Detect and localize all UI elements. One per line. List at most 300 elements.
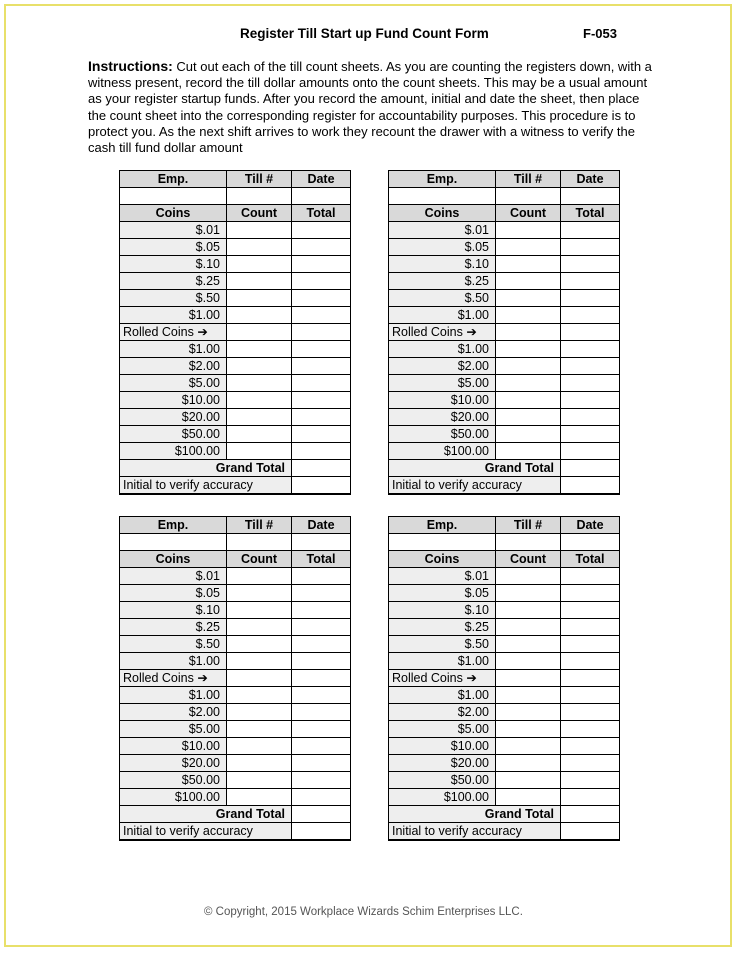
total-field[interactable]: [292, 392, 351, 409]
total-field[interactable]: [292, 324, 351, 341]
bill-row: [389, 789, 620, 806]
rolled-coins-label: Rolled Coins ➔: [120, 324, 227, 341]
denomination-label: $.01: [120, 568, 227, 585]
count-header: Count: [227, 205, 292, 222]
count-field[interactable]: [496, 256, 561, 273]
count-header: Count: [227, 551, 292, 568]
entry-row: [120, 534, 351, 551]
count-field[interactable]: [227, 307, 292, 324]
emp-header: Emp.: [389, 171, 496, 188]
bill-row: [389, 426, 620, 443]
count-field[interactable]: [227, 341, 292, 358]
coin-row: [120, 256, 351, 273]
coin-row: [120, 290, 351, 307]
total-field[interactable]: [561, 273, 620, 290]
coin-row: [120, 619, 351, 636]
denomination-label: $10.00: [120, 392, 227, 409]
count-field[interactable]: [496, 772, 561, 789]
total-field[interactable]: [292, 721, 351, 738]
count-field[interactable]: [227, 392, 292, 409]
column-header-row: [120, 551, 351, 568]
coins-header: Coins: [120, 551, 227, 568]
bill-row: [120, 687, 351, 704]
grand-total-field[interactable]: [561, 460, 620, 477]
till-count-sheet-1: [119, 170, 351, 495]
initial-row: [120, 823, 351, 841]
total-field[interactable]: [561, 636, 620, 653]
denomination-label: $.25: [389, 619, 496, 636]
header-row: [120, 517, 351, 534]
grand-total-field[interactable]: [561, 806, 620, 823]
grand-total-label: Grand Total: [120, 460, 292, 477]
date-header: Date: [561, 517, 620, 534]
coin-row: [389, 602, 620, 619]
initial-field[interactable]: [292, 823, 351, 841]
entry-row: [120, 188, 351, 205]
total-field[interactable]: [561, 290, 620, 307]
total-field[interactable]: [561, 426, 620, 443]
emp-field[interactable]: [120, 188, 227, 205]
total-field[interactable]: [561, 653, 620, 670]
bill-row: [120, 443, 351, 460]
count-field[interactable]: [496, 392, 561, 409]
total-field[interactable]: [292, 789, 351, 806]
coin-row: [120, 653, 351, 670]
count-field[interactable]: [227, 721, 292, 738]
count-field[interactable]: [496, 619, 561, 636]
grand-total-field[interactable]: [292, 460, 351, 477]
bill-row: [120, 392, 351, 409]
bill-row: [120, 721, 351, 738]
denomination-label: $.01: [120, 222, 227, 239]
initial-row: [389, 823, 620, 841]
coin-row: [120, 222, 351, 239]
coin-row: [389, 307, 620, 324]
count-field[interactable]: [227, 670, 292, 687]
column-header-row: [120, 205, 351, 222]
bill-row: [389, 721, 620, 738]
rolled-coins-row: [120, 324, 351, 341]
denomination-label: $50.00: [120, 772, 227, 789]
denomination-label: $1.00: [389, 653, 496, 670]
till-header: Till #: [227, 517, 292, 534]
date-header: Date: [292, 517, 351, 534]
count-field[interactable]: [227, 704, 292, 721]
total-field[interactable]: [561, 585, 620, 602]
rolled-coins-label: Rolled Coins ➔: [389, 324, 496, 341]
date-header: Date: [561, 171, 620, 188]
denomination-label: $1.00: [120, 307, 227, 324]
bill-row: [389, 755, 620, 772]
count-field[interactable]: [227, 687, 292, 704]
bill-row: [389, 738, 620, 755]
bill-row: [120, 704, 351, 721]
grand-total-row: [120, 806, 351, 823]
denomination-label: $10.00: [120, 738, 227, 755]
count-field[interactable]: [496, 789, 561, 806]
denomination-label: $.10: [120, 256, 227, 273]
bill-row: [389, 375, 620, 392]
coin-row: [389, 273, 620, 290]
count-field[interactable]: [227, 290, 292, 307]
count-field[interactable]: [496, 585, 561, 602]
form-id: F-053: [583, 26, 617, 41]
rolled-coins-label: Rolled Coins ➔: [389, 670, 496, 687]
coins-header: Coins: [389, 551, 496, 568]
total-field[interactable]: [561, 392, 620, 409]
total-field[interactable]: [561, 341, 620, 358]
till-count-sheet-3: [119, 516, 351, 841]
denomination-label: $1.00: [120, 687, 227, 704]
bill-row: [120, 789, 351, 806]
initial-field[interactable]: [292, 477, 351, 495]
bill-row: [120, 358, 351, 375]
initial-field[interactable]: [561, 477, 620, 495]
denomination-label: $20.00: [389, 409, 496, 426]
total-field[interactable]: [292, 602, 351, 619]
count-field[interactable]: [496, 375, 561, 392]
emp-field[interactable]: [120, 534, 227, 551]
bill-row: [120, 772, 351, 789]
coin-row: [389, 239, 620, 256]
denomination-label: $50.00: [120, 426, 227, 443]
coin-row: [120, 636, 351, 653]
initial-label: Initial to verify accuracy: [389, 823, 561, 841]
total-field[interactable]: [561, 687, 620, 704]
grand-total-row: [389, 806, 620, 823]
denomination-label: $.05: [389, 239, 496, 256]
grand-total-field[interactable]: [292, 806, 351, 823]
column-header-row: [389, 551, 620, 568]
emp-header: Emp.: [120, 517, 227, 534]
denomination-label: $10.00: [389, 738, 496, 755]
grand-total-label: Grand Total: [120, 806, 292, 823]
count-field[interactable]: [227, 273, 292, 290]
count-field[interactable]: [227, 772, 292, 789]
bill-row: [120, 409, 351, 426]
bill-row: [120, 738, 351, 755]
initial-row: [120, 477, 351, 495]
count-field[interactable]: [227, 653, 292, 670]
date-field[interactable]: [292, 188, 351, 205]
denomination-label: $50.00: [389, 426, 496, 443]
count-field[interactable]: [496, 358, 561, 375]
date-field[interactable]: [561, 534, 620, 551]
total-field[interactable]: [292, 341, 351, 358]
count-field[interactable]: [496, 670, 561, 687]
total-field[interactable]: [292, 687, 351, 704]
count-field[interactable]: [227, 636, 292, 653]
total-field[interactable]: [561, 324, 620, 341]
page-title: Register Till Start up Fund Count Form: [240, 26, 489, 41]
rolled-coins-row: [389, 670, 620, 687]
total-header: Total: [561, 551, 620, 568]
grand-total-row: [389, 460, 620, 477]
denomination-label: $1.00: [120, 341, 227, 358]
count-field[interactable]: [496, 273, 561, 290]
denomination-label: $20.00: [120, 409, 227, 426]
till-header: Till #: [227, 171, 292, 188]
coin-row: [389, 619, 620, 636]
till-field[interactable]: [227, 188, 292, 205]
coins-header: Coins: [120, 205, 227, 222]
total-field[interactable]: [292, 409, 351, 426]
count-field[interactable]: [496, 290, 561, 307]
date-field[interactable]: [292, 534, 351, 551]
count-field[interactable]: [496, 324, 561, 341]
count-field[interactable]: [496, 721, 561, 738]
count-field[interactable]: [496, 443, 561, 460]
total-field[interactable]: [292, 585, 351, 602]
till-count-sheet-2: [388, 170, 620, 495]
count-field[interactable]: [227, 375, 292, 392]
rolled-coins-row: [389, 324, 620, 341]
total-header: Total: [292, 205, 351, 222]
total-field[interactable]: [561, 704, 620, 721]
total-field[interactable]: [292, 704, 351, 721]
denomination-label: $.25: [120, 273, 227, 290]
count-field[interactable]: [496, 636, 561, 653]
coin-row: [120, 273, 351, 290]
denomination-label: $.50: [120, 290, 227, 307]
rolled-coins-label: Rolled Coins ➔: [120, 670, 227, 687]
total-field[interactable]: [292, 738, 351, 755]
grand-total-row: [120, 460, 351, 477]
coin-row: [389, 290, 620, 307]
denomination-label: $.10: [120, 602, 227, 619]
count-field[interactable]: [496, 341, 561, 358]
total-field[interactable]: [561, 307, 620, 324]
denomination-label: $100.00: [120, 789, 227, 806]
denomination-label: $2.00: [389, 704, 496, 721]
count-field[interactable]: [496, 239, 561, 256]
count-field[interactable]: [227, 568, 292, 585]
denomination-label: $100.00: [389, 789, 496, 806]
till-field[interactable]: [496, 534, 561, 551]
bill-row: [389, 409, 620, 426]
bill-row: [389, 443, 620, 460]
bill-row: [389, 687, 620, 704]
coin-row: [120, 585, 351, 602]
total-field[interactable]: [292, 755, 351, 772]
initial-label: Initial to verify accuracy: [389, 477, 561, 495]
count-field[interactable]: [227, 239, 292, 256]
count-field[interactable]: [496, 653, 561, 670]
count-field[interactable]: [227, 256, 292, 273]
total-field[interactable]: [561, 738, 620, 755]
coin-row: [120, 568, 351, 585]
coin-row: [389, 585, 620, 602]
total-field[interactable]: [561, 670, 620, 687]
count-field[interactable]: [227, 426, 292, 443]
total-field[interactable]: [292, 256, 351, 273]
header-row: [389, 171, 620, 188]
denomination-label: $100.00: [120, 443, 227, 460]
denomination-label: $10.00: [389, 392, 496, 409]
count-field[interactable]: [227, 738, 292, 755]
emp-field[interactable]: [389, 534, 496, 551]
total-header: Total: [561, 205, 620, 222]
rolled-coins-row: [120, 670, 351, 687]
denomination-label: $2.00: [120, 704, 227, 721]
denomination-label: $5.00: [120, 721, 227, 738]
emp-field[interactable]: [389, 188, 496, 205]
denomination-label: $1.00: [120, 653, 227, 670]
denomination-label: $.10: [389, 602, 496, 619]
total-field[interactable]: [561, 256, 620, 273]
coins-header: Coins: [389, 205, 496, 222]
bill-row: [120, 426, 351, 443]
till-field[interactable]: [496, 188, 561, 205]
total-field[interactable]: [561, 222, 620, 239]
total-field[interactable]: [561, 375, 620, 392]
total-header: Total: [292, 551, 351, 568]
bill-row: [389, 341, 620, 358]
denomination-label: $.50: [120, 636, 227, 653]
denomination-label: $.50: [389, 636, 496, 653]
total-field[interactable]: [292, 772, 351, 789]
copyright: © Copyright, 2015 Workplace Wizards Schim Enterprises LLC.: [204, 906, 523, 918]
count-field[interactable]: [227, 755, 292, 772]
denomination-label: $2.00: [389, 358, 496, 375]
entry-row: [389, 534, 620, 551]
header-row: [389, 517, 620, 534]
count-field[interactable]: [496, 222, 561, 239]
total-field[interactable]: [292, 307, 351, 324]
total-field[interactable]: [561, 358, 620, 375]
total-field[interactable]: [292, 239, 351, 256]
total-field[interactable]: [292, 619, 351, 636]
total-field[interactable]: [292, 358, 351, 375]
total-field[interactable]: [292, 426, 351, 443]
total-field[interactable]: [292, 273, 351, 290]
total-field[interactable]: [561, 443, 620, 460]
total-field[interactable]: [561, 568, 620, 585]
initial-field[interactable]: [561, 823, 620, 841]
initial-label: Initial to verify accuracy: [120, 477, 292, 495]
denomination-label: $2.00: [120, 358, 227, 375]
coin-row: [389, 256, 620, 273]
count-field[interactable]: [496, 602, 561, 619]
denomination-label: $.05: [389, 585, 496, 602]
instructions-text: Cut out each of the till count sheets. As you are counting the registers down, with a witness present, record the till dollar amounts onto the count sheets. This may be a usual amount as your register startup funds. After you record the amount, initial and date the sheet, then place the count sheet into the corresponding register for accountability purposes. This procedure is to protect you. As the next shift arrives to work they recount the drawer with a witness to verify the cash till fund dollar amount: [88, 59, 652, 156]
total-field[interactable]: [561, 755, 620, 772]
total-field[interactable]: [292, 670, 351, 687]
total-field[interactable]: [561, 619, 620, 636]
total-field[interactable]: [292, 375, 351, 392]
denomination-label: $5.00: [389, 721, 496, 738]
bill-row: [120, 375, 351, 392]
denomination-label: $.25: [389, 273, 496, 290]
form-page: [4, 4, 732, 947]
total-field[interactable]: [292, 222, 351, 239]
coin-row: [120, 602, 351, 619]
count-field[interactable]: [227, 602, 292, 619]
count-field[interactable]: [496, 568, 561, 585]
till-field[interactable]: [227, 534, 292, 551]
count-field[interactable]: [496, 704, 561, 721]
date-field[interactable]: [561, 188, 620, 205]
initial-row: [389, 477, 620, 495]
emp-header: Emp.: [120, 171, 227, 188]
bill-row: [389, 358, 620, 375]
count-field[interactable]: [227, 585, 292, 602]
coin-row: [389, 636, 620, 653]
total-field[interactable]: [561, 239, 620, 256]
bill-row: [120, 755, 351, 772]
count-field[interactable]: [227, 324, 292, 341]
count-field[interactable]: [496, 687, 561, 704]
denomination-label: $.10: [389, 256, 496, 273]
count-field[interactable]: [227, 358, 292, 375]
grand-total-label: Grand Total: [389, 806, 561, 823]
total-field[interactable]: [561, 789, 620, 806]
entry-row: [389, 188, 620, 205]
total-field[interactable]: [292, 653, 351, 670]
total-field[interactable]: [561, 602, 620, 619]
denomination-label: $100.00: [389, 443, 496, 460]
header-row: [120, 171, 351, 188]
denomination-label: $5.00: [389, 375, 496, 392]
denomination-label: $.25: [120, 619, 227, 636]
total-field[interactable]: [561, 721, 620, 738]
denomination-label: $5.00: [120, 375, 227, 392]
bill-row: [389, 772, 620, 789]
column-header-row: [389, 205, 620, 222]
count-field[interactable]: [496, 426, 561, 443]
count-field[interactable]: [227, 409, 292, 426]
grand-total-label: Grand Total: [389, 460, 561, 477]
coin-row: [120, 307, 351, 324]
emp-header: Emp.: [389, 517, 496, 534]
till-header: Till #: [496, 171, 561, 188]
total-field[interactable]: [292, 636, 351, 653]
bill-row: [389, 704, 620, 721]
count-field[interactable]: [227, 222, 292, 239]
count-field[interactable]: [496, 755, 561, 772]
denomination-label: $20.00: [389, 755, 496, 772]
initial-label: Initial to verify accuracy: [120, 823, 292, 841]
total-field[interactable]: [561, 409, 620, 426]
total-field[interactable]: [561, 772, 620, 789]
denomination-label: $.01: [389, 222, 496, 239]
count-field[interactable]: [496, 307, 561, 324]
denomination-label: $1.00: [389, 307, 496, 324]
count-field[interactable]: [227, 789, 292, 806]
total-field[interactable]: [292, 443, 351, 460]
denomination-label: $.05: [120, 239, 227, 256]
coin-row: [389, 653, 620, 670]
denomination-label: $.05: [120, 585, 227, 602]
denomination-label: $20.00: [120, 755, 227, 772]
count-field[interactable]: [496, 409, 561, 426]
till-count-sheet-4: [388, 516, 620, 841]
coin-row: [389, 568, 620, 585]
count-field[interactable]: [227, 443, 292, 460]
denomination-label: $50.00: [389, 772, 496, 789]
count-field[interactable]: [227, 619, 292, 636]
count-header: Count: [496, 551, 561, 568]
instructions: [88, 58, 660, 156]
total-field[interactable]: [292, 568, 351, 585]
denomination-label: $.50: [389, 290, 496, 307]
denomination-label: $1.00: [389, 341, 496, 358]
total-field[interactable]: [292, 290, 351, 307]
bill-row: [389, 392, 620, 409]
denomination-label: $1.00: [389, 687, 496, 704]
count-field[interactable]: [496, 738, 561, 755]
instructions-lead: Instructions:: [88, 58, 173, 74]
